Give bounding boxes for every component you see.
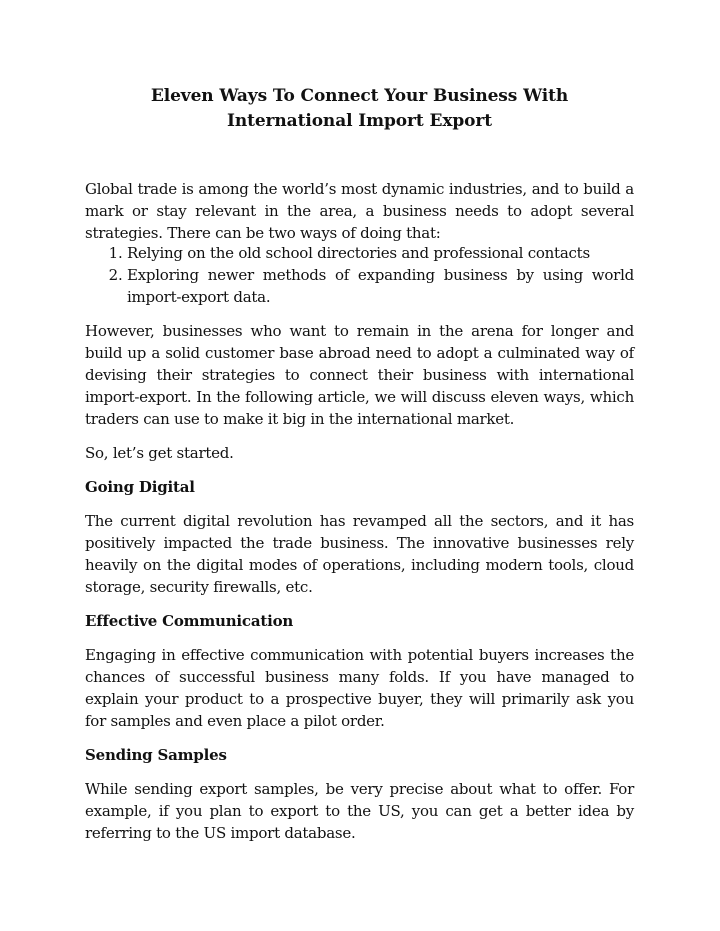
intro-paragraph: Global trade is among the world’s most dynamic industries, and to build a mark or stay relevant in the area, a business needs to adopt several strategies. There can be two ways of doing that: — [85, 180, 634, 242]
section-body-sending-samples: While sending export samples, be very precise about what to offer. For example, if you plan to export to the US, you can get a better idea by referring to the US import database. — [85, 780, 634, 842]
ways-list — [85, 242, 634, 308]
section-body-effective-communication: Engaging in effective communication with potential buyers increases the chances of successful business many folds. If you have managed to explain your product to a prospective buyer, they will primarily ask you for samples and even place a pilot order. — [85, 646, 634, 730]
title-line-2: International Import Export — [226, 111, 493, 131]
document-title — [85, 84, 634, 134]
body-paragraph: So, let’s get started. — [85, 444, 234, 462]
section-heading-effective-communication: Effective Communication — [85, 612, 294, 630]
section-body-going-digital: The current digital revolution has revamped all the sectors, and it has positively impacted the trade business. The innovative businesses rely heavily on the digital modes of operations, including modern tools, cloud storage, security firewalls, etc. — [85, 512, 634, 596]
list-item: 1. Relying on the old school directories and professional contacts — [127, 242, 634, 264]
body-paragraph: However, businesses who want to remain in the arena for longer and build up a solid customer base abroad need to adopt a culminated way of devising their strategies to connect their business with international import-export. In the following article, we will discuss eleven ways, which traders can use to make it big in the international market. — [85, 322, 634, 428]
section-heading-sending-samples: Sending Samples — [85, 746, 227, 764]
list-item: 2. Exploring newer methods of expanding business by using world import-export data. — [127, 264, 634, 308]
document-page — [85, 84, 634, 856]
section-heading-going-digital: Going Digital — [85, 478, 195, 496]
title-line-1: Eleven Ways To Connect Your Business With — [150, 86, 569, 106]
